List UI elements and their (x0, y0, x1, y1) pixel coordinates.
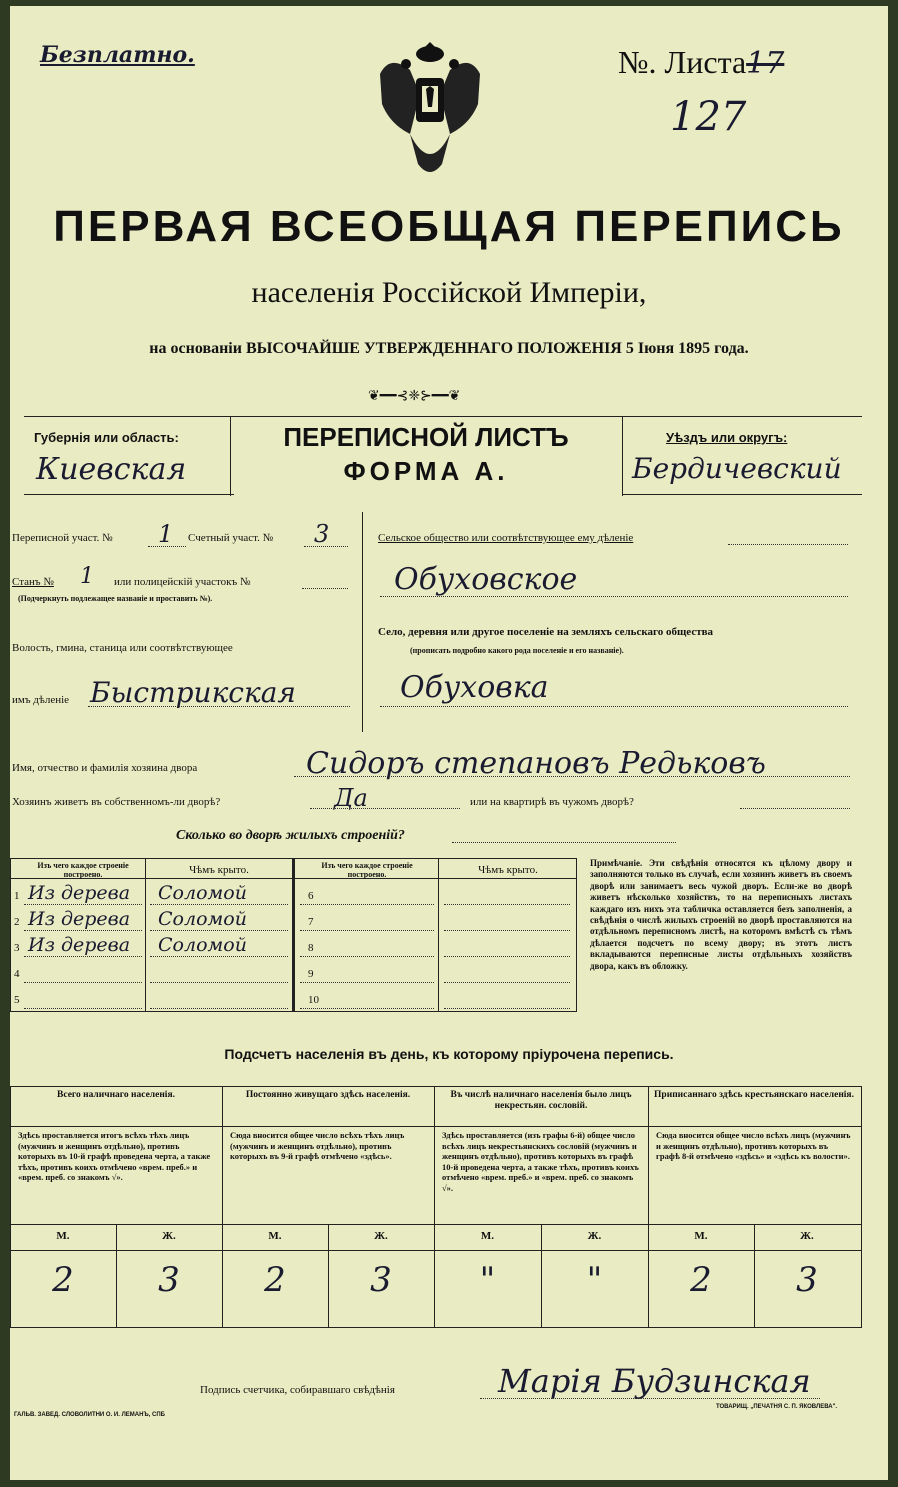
stan-value: 1 (80, 564, 94, 589)
fill-line (88, 706, 350, 707)
fill-line (444, 930, 570, 931)
village-value: Обуховка (400, 670, 549, 705)
building-material: Из дерева (28, 882, 131, 904)
signature-label: Подпись счетчика, собиравшаго свѣдѣнія (200, 1384, 395, 1396)
building-material: Из дерева (28, 934, 131, 956)
female-header: Ж. (374, 1230, 388, 1242)
fill-line (24, 956, 142, 957)
residence-label: Хозяинъ живетъ въ собственномъ-ли дворѣ? (12, 796, 221, 808)
divider (24, 416, 862, 417)
population-col-title: Постоянно живущаго здѣсь населенія. (245, 1090, 411, 1100)
divider (10, 1126, 862, 1127)
col-roof-header: Чѣмъ крыто. (478, 864, 538, 876)
counting-section-value: 3 (314, 520, 330, 548)
fill-line (150, 930, 288, 931)
fill-line (300, 904, 434, 905)
population-col-desc: Здѣсь проставляется (изъ графы 6-й) общее число всѣхъ лицъ некрестьянскихъ сословій (мужчинъ и женщинъ отдѣльно), противъ которыхъ въ графѣ 10-й проведена черта, а также тѣхъ, противъ коихъ отмѣчено «врем. преб.» и «врем. преб. со знакомъ √». (442, 1130, 639, 1193)
fill-line (294, 776, 850, 777)
counting-section-label: Счетный участ. № (188, 532, 274, 544)
sheet-number-value: 17 (746, 46, 785, 81)
building-row-number: 3 (14, 942, 20, 954)
fill-line (150, 956, 288, 957)
census-form-page (10, 6, 888, 1480)
male-count: 2 (690, 1260, 712, 1300)
female-header: Ж. (587, 1230, 602, 1242)
population-col-desc: Сюда вносится общее число всѣхъ лицъ (мужчинъ и женщинъ отдѣльно), противъ которыхъ въ графѣ 8-й отмѣчено «здѣсь» и «здѣсь къ волости». (656, 1130, 851, 1161)
footer-printer-right: ТОВАРИЩ. „ПЕЧАТНЯ С. П. ЯКОВЛЕВА". (716, 1404, 838, 1410)
fill-line (728, 544, 848, 545)
col-material-header: Изъ чего каждое строеніе построено. (37, 861, 129, 879)
owner-label: Имя, отчество и фамилія хозяина двора (12, 762, 198, 774)
building-roof: Соломой (158, 934, 247, 956)
police-label: или полицейскій участокъ № (114, 576, 251, 588)
female-count: 3 (796, 1260, 818, 1300)
population-col-title: Всего наличнаго населенія. (57, 1090, 175, 1100)
female-header: Ж. (162, 1230, 176, 1242)
col-material-header: Изъ чего каждое строеніе построено. (321, 861, 413, 879)
male-count: " (479, 1260, 496, 1300)
fill-line (300, 1008, 434, 1009)
fill-line (444, 1008, 570, 1009)
building-row-number: 6 (308, 890, 314, 902)
fill-line (480, 1398, 820, 1399)
village-society-label: Сельское общество или соотвѣтствующее ему дѣленіе (378, 532, 634, 544)
male-header: М. (694, 1230, 708, 1242)
population-col-desc: Сюда вносится общее число всѣхъ тѣхъ лицъ (мужчинъ и женщинъ отдѣльно), противъ которыхъ въ 9-й графѣ отмѣчено «здѣсь». (230, 1130, 405, 1161)
legal-basis: на основаніи ВЫСОЧАЙШЕ УТВЕРЖДЕННАГО ПОЛОЖЕНІЯ 5 Іюня 1895 года. (149, 340, 749, 357)
free-label: Безплатно. (40, 42, 195, 68)
population-col-desc: Здѣсь проставляется итогъ всѣхъ тѣхъ лицъ (мужчинъ и женщинъ отдѣльно), противъ которыхъ въ 10-й графѣ проведена черта, а также тѣхъ, противъ коихъ отмѣчено «врем. преб.» и «врем. преб. со знакомъ √». (18, 1130, 211, 1182)
owner-value: Сидоръ степановъ Редьковъ (306, 746, 766, 781)
fill-line (24, 904, 142, 905)
signature-value: Марія Будзинская (498, 1362, 811, 1400)
building-row-number: 8 (308, 942, 314, 954)
population-col-title: Приписаннаго здѣсь крестьянскаго населенія. (654, 1090, 854, 1100)
underline-note: (Подчеркнуть подлежащее названіе и проставить №). (18, 594, 213, 603)
building-row-number: 5 (14, 994, 20, 1006)
building-row-number: 7 (308, 916, 314, 928)
building-row-number: 4 (14, 968, 20, 980)
imperial-eagle-emblem (370, 34, 490, 184)
col-roof-header: Чѣмъ крыто. (189, 864, 249, 876)
fill-line (24, 1008, 142, 1009)
fill-line (380, 706, 848, 707)
building-roof: Соломой (158, 882, 247, 904)
divider (10, 1224, 862, 1225)
divider (145, 858, 146, 1012)
fill-line (150, 904, 288, 905)
form-name: ФОРМА А. (343, 456, 509, 486)
population-col-title: Въ числѣ наличнаго населенія было лицъ некрестьян. сословій. (450, 1090, 632, 1111)
male-header: М. (56, 1230, 70, 1242)
fill-line (444, 904, 570, 905)
census-section-label: Переписной участ. № (12, 532, 113, 544)
fill-line (452, 842, 676, 843)
district-label: Уѣздъ или округъ: (666, 430, 788, 445)
footer-printer-left: ГАЛЬВ. ЗАВЕД. СЛОВОЛИТНИ О. И. ЛЕМАНЪ, СПБ (14, 1412, 165, 1418)
divider (24, 494, 234, 495)
divider (622, 416, 623, 496)
ornament-divider: ❦━━⊰❈⊱━━❦ (368, 389, 461, 404)
sheet-number (618, 44, 784, 81)
fill-line (444, 956, 570, 957)
buildings-question: Сколько во дворѣ жилыхъ строеній? (176, 828, 405, 843)
stan-label: Станъ № (12, 576, 54, 588)
female-count: 3 (158, 1260, 180, 1300)
residence-alt-label: или на квартирѣ въ чужомъ дворѣ? (470, 796, 634, 808)
fill-line (300, 930, 434, 931)
fill-line (148, 546, 186, 547)
volost-label: Волость, гмина, станица или соотвѣтствующее (12, 642, 233, 654)
divider (438, 858, 439, 1012)
divider (362, 512, 363, 732)
village-society-value: Обуховское (394, 562, 578, 597)
population-heading: Подсчетъ населенія въ день, къ которому пріурочена перепись. (224, 1046, 674, 1062)
fill-line (300, 956, 434, 957)
divider (292, 858, 295, 1012)
fill-line (150, 1008, 288, 1009)
subtitle: населенія Россійской Имперіи, (251, 276, 647, 309)
fill-line (444, 982, 570, 983)
building-material: Из дерева (28, 908, 131, 930)
province-value: Киевская (36, 452, 187, 487)
volost-label-2: имъ дѣленіе (12, 694, 70, 706)
female-count: " (586, 1260, 603, 1300)
volost-value: Быстрикская (90, 676, 296, 709)
fill-line (24, 930, 142, 931)
sheet-number-label: №. Листа (618, 44, 747, 80)
building-row-number: 1 (14, 890, 20, 902)
sheet-title: ПЕРЕПИСНОЙ ЛИСТЪ (283, 422, 569, 452)
sheet-number-handwritten: 127 (670, 94, 747, 140)
fill-line (740, 808, 850, 809)
village-note: (прописать подробно какого рода поселеніе и его названіе). (410, 646, 624, 655)
fill-line (24, 982, 142, 983)
fill-line (302, 588, 348, 589)
divider (10, 1250, 862, 1251)
male-header: М. (268, 1230, 282, 1242)
building-row-number: 2 (14, 916, 20, 928)
divider (622, 494, 862, 495)
district-value: Бердичевский (632, 452, 842, 485)
male-header: М. (480, 1230, 495, 1242)
main-title: ПЕРВАЯ ВСЕОБЩАЯ ПЕРЕПИСЬ (53, 202, 845, 251)
province-label: Губернія или область: (34, 430, 179, 445)
building-roof: Соломой (158, 908, 247, 930)
fill-line (304, 546, 348, 547)
female-count: 3 (370, 1260, 392, 1300)
male-count: 2 (264, 1260, 286, 1300)
residence-value: Да (334, 784, 368, 812)
female-header: Ж. (800, 1230, 814, 1242)
village-label: Село, деревня или другое поселеніе на земляхъ сельскаго общества (378, 626, 714, 638)
male-count: 2 (52, 1260, 74, 1300)
fill-line (310, 808, 460, 809)
note-text: Примѣчаніе. Эти свѣдѣнія относятся къ цѣлому двору и заполняются только въ случаѣ, если хозяинъ живетъ въ своемъ дворѣ или занимаетъ весь чужой дворъ. Если-же во дворѣ живетъ нѣсколько хозяйствъ, то на переписныхъ листахъ каждаго изъ нихъ эта табличка оставляется безъ заполненія, а свѣдѣнія о числѣ жилыхъ строеній во дворѣ проставляются на отдѣльномъ переписномъ листѣ, на которомъ вмѣстѣ съ тѣмъ дѣлается подсчетъ по всему двору; въ этотъ листъ вкладываются переписные листы отдѣльныхъ хозяйствъ двора, какъ въ обложку. (590, 858, 852, 971)
building-row-number: 10 (308, 994, 319, 1006)
fill-line (150, 982, 288, 983)
fill-line (380, 596, 848, 597)
fill-line (300, 982, 434, 983)
census-section-value: 1 (158, 520, 174, 548)
building-row-number: 9 (308, 968, 314, 980)
